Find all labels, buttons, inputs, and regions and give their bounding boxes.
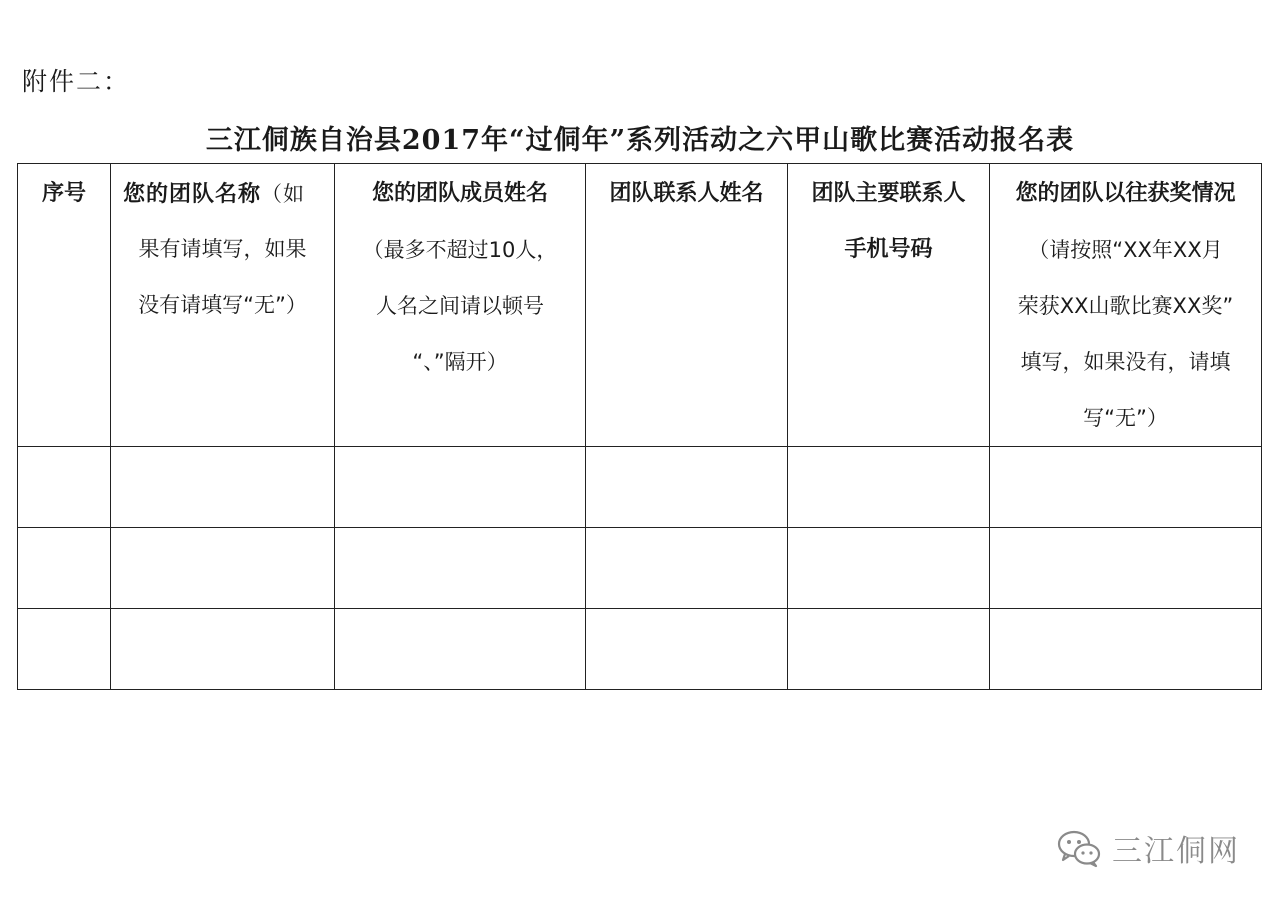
table-cell[interactable]	[586, 609, 788, 690]
watermark	[1056, 826, 1240, 870]
table-cell[interactable]	[18, 609, 111, 690]
watermark-text: 三江侗网	[1112, 834, 1240, 869]
header-past-awards-note4: 写“无”）	[1083, 406, 1168, 430]
table-cell[interactable]	[111, 609, 335, 690]
header-member-names: 您的团队成员姓名 （最多不超过10人， 人名之间请以顿号 “、”隔开）	[335, 164, 586, 447]
header-team-name	[111, 164, 335, 447]
header-contact-phone-line1: 团队主要联系人	[811, 181, 966, 206]
header-contact-name: 团队联系人姓名	[586, 164, 788, 447]
header-past-awards: 您的团队以往获奖情况 （请按照“XX年XX月 荣获XX山歌比赛XX奖” 填写，如果没有，请填 写“无”）	[990, 164, 1262, 447]
table-cell[interactable]	[335, 528, 586, 609]
header-team-name-note1: （如	[261, 182, 306, 206]
header-contact-phone-line2: 手机号码	[844, 237, 933, 262]
document-title: 三江侗族自治县2017年“过侗年”系列活动之六甲山歌比赛活动报名表	[205, 125, 1075, 156]
table-cell[interactable]	[788, 528, 990, 609]
table-cell[interactable]	[111, 447, 335, 528]
table-cell[interactable]	[586, 447, 788, 528]
header-past-awards-note3: 填写，如果没有，请填	[1020, 350, 1231, 374]
header-past-awards-note2: 荣获XX山歌比赛XX奖”	[1017, 294, 1234, 318]
header-contact-phone	[788, 164, 990, 447]
table-cell[interactable]	[788, 609, 990, 690]
table-cell[interactable]	[788, 447, 990, 528]
table-cell[interactable]	[586, 528, 788, 609]
header-member-names-note2: 人名之间请以顿号	[376, 294, 544, 318]
header-team-name-note2: 果有请填写，如果	[138, 237, 307, 261]
table-row	[18, 528, 1262, 609]
table-cell[interactable]	[335, 447, 586, 528]
table-cell[interactable]	[335, 609, 586, 690]
header-past-awards-note1: （请按照“XX年XX月	[1028, 238, 1223, 262]
wechat-icon	[1056, 828, 1102, 868]
header-team-name-bold: 您的团队名称	[123, 182, 262, 207]
attachment-label: 附件二：	[22, 67, 131, 96]
header-serial-number: 序号	[18, 164, 111, 447]
registration-table	[17, 163, 1262, 690]
header-team-name-note3: 没有请填写“无”）	[138, 293, 307, 317]
table-cell[interactable]	[18, 447, 111, 528]
table-cell[interactable]	[990, 447, 1262, 528]
table-cell[interactable]	[111, 528, 335, 609]
table-cell[interactable]	[18, 528, 111, 609]
table-cell[interactable]	[990, 528, 1262, 609]
table-row	[18, 609, 1262, 690]
table-row	[18, 447, 1262, 528]
table-cell[interactable]	[990, 609, 1262, 690]
header-row	[18, 164, 1262, 447]
header-member-names-note1: （最多不超过10人，	[362, 238, 558, 262]
header-member-names-note3: “、”隔开）	[412, 350, 508, 374]
